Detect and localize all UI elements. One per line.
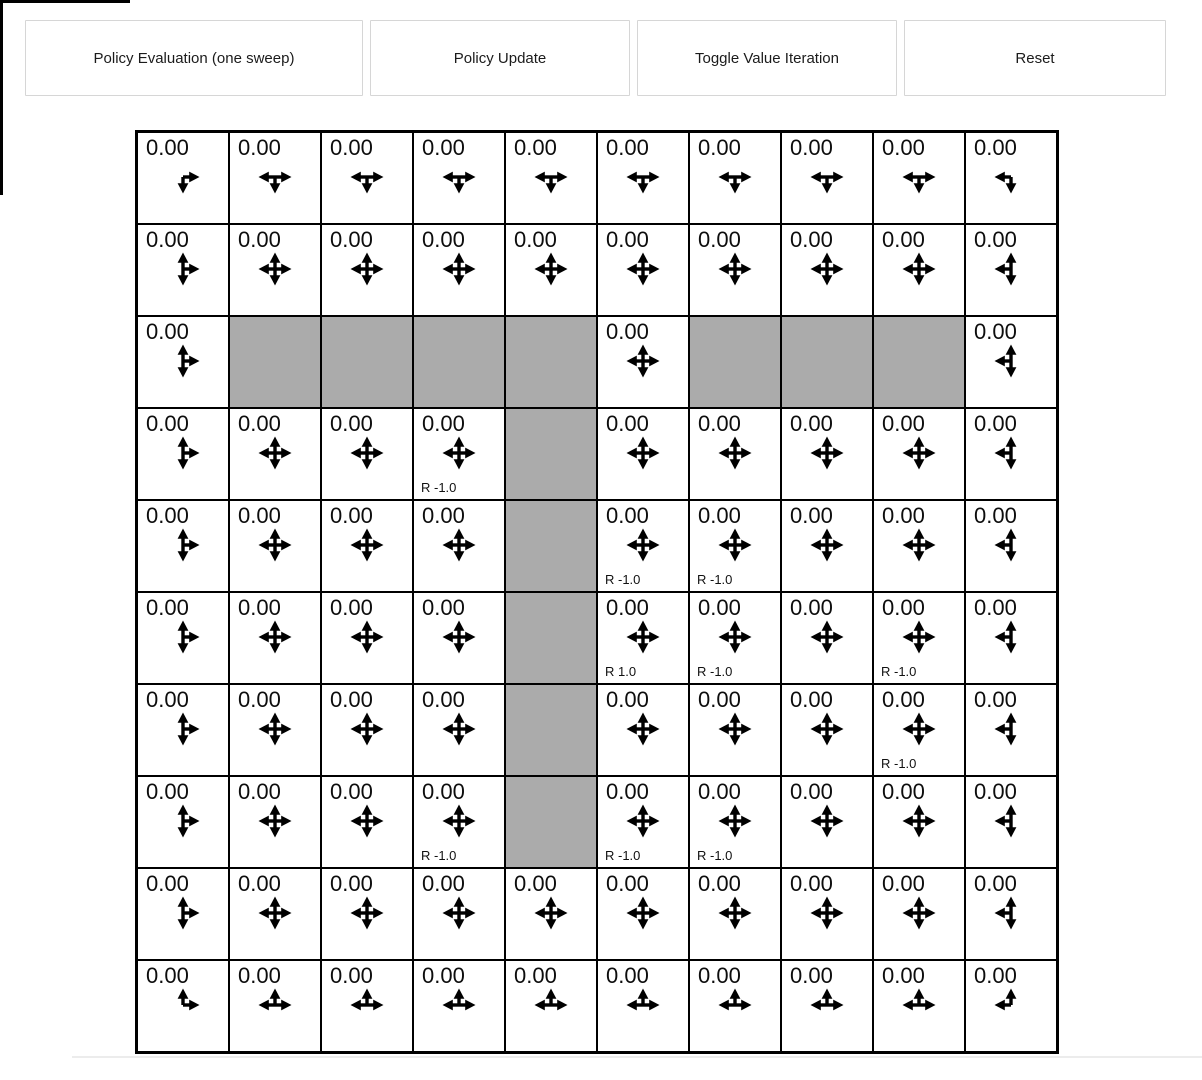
reward-label: R -1.0 [697,664,733,679]
policy-arrows-up-left-icon [992,986,1030,1024]
policy-arrows-up-down-left-right-icon [624,894,662,932]
policy-arrows-up-down-left-right-icon [808,250,846,288]
grid-cell [965,132,1057,224]
grid-cell [873,960,965,1052]
grid-cell [413,408,505,500]
policy-arrows-up-down-left-right-icon [440,710,478,748]
state-value: 0.00 [606,319,649,344]
reward-label: R -1.0 [605,848,641,863]
state-value: 0.00 [698,411,741,436]
state-value: 0.00 [422,871,465,896]
policy-arrows-left-right-down-icon [624,158,662,196]
grid-cell [137,316,229,408]
grid-cell [413,960,505,1052]
policy-arrows-up-down-left-right-icon [256,802,294,840]
policy-arrows-up-down-left-right-icon [440,618,478,656]
state-value: 0.00 [238,227,281,252]
grid-cell [873,132,965,224]
state-value: 0.00 [882,595,925,620]
state-value: 0.00 [330,871,373,896]
state-value: 0.00 [974,411,1017,436]
reward-label: R -1.0 [697,572,733,587]
grid-cell [321,132,413,224]
policy-arrows-up-down-left-right-icon [348,434,386,472]
reward-label: R -1.0 [881,664,917,679]
state-value: 0.00 [974,963,1017,988]
policy-arrows-up-left-right-icon [256,986,294,1024]
policy-arrows-up-left-right-icon [440,986,478,1024]
state-value: 0.00 [514,871,557,896]
policy-arrows-up-down-left-right-icon [624,802,662,840]
grid-cell [597,960,689,1052]
policy-arrows-up-down-left-icon [992,802,1030,840]
state-value: 0.00 [698,503,741,528]
state-value: 0.00 [974,135,1017,160]
grid-cell [689,224,781,316]
grid-cell [413,132,505,224]
policy-arrows-up-down-right-icon [164,894,202,932]
policy-arrows-up-down-left-right-icon [900,526,938,564]
policy-arrows-up-down-left-right-icon [532,250,570,288]
policy-arrows-up-down-left-right-icon [348,526,386,564]
grid-cell [873,224,965,316]
grid-cell [137,684,229,776]
bottom-divider [72,1056,1202,1058]
wall-cell [505,316,597,408]
state-value: 0.00 [606,687,649,712]
reward-label: R -1.0 [605,572,641,587]
state-value: 0.00 [330,503,373,528]
wall-cell [781,316,873,408]
policy-arrows-up-down-right-icon [164,342,202,380]
state-value: 0.00 [146,227,189,252]
grid-cell [965,592,1057,684]
gridworld [135,130,1059,1054]
state-value: 0.00 [698,135,741,160]
state-value: 0.00 [330,411,373,436]
policy-arrows-up-down-left-icon [992,342,1030,380]
wall-cell [505,776,597,868]
policy-arrows-up-down-right-icon [164,802,202,840]
grid-cell [321,592,413,684]
policy-arrows-up-down-left-right-icon [900,802,938,840]
policy-arrows-up-down-left-right-icon [808,618,846,656]
reset-button[interactable]: Reset [904,20,1166,96]
policy-arrows-up-down-left-right-icon [624,434,662,472]
state-value: 0.00 [330,227,373,252]
grid-cell [689,868,781,960]
grid-cell [597,316,689,408]
reward-label: R -1.0 [421,480,457,495]
state-value: 0.00 [698,227,741,252]
state-value: 0.00 [882,779,925,804]
state-value: 0.00 [790,411,833,436]
grid-cell [873,776,965,868]
grid-cell [229,868,321,960]
policy-arrows-up-left-right-icon [716,986,754,1024]
state-value: 0.00 [238,595,281,620]
state-value: 0.00 [146,963,189,988]
grid-cell [321,776,413,868]
grid-cell [781,684,873,776]
grid-cell [965,684,1057,776]
reward-label: R -1.0 [881,756,917,771]
grid-cell [689,776,781,868]
state-value: 0.00 [606,963,649,988]
policy-update-button[interactable]: Policy Update [370,20,630,96]
grid-cell [137,960,229,1052]
grid-cell [873,684,965,776]
policy-arrows-up-down-left-right-icon [900,434,938,472]
state-value: 0.00 [238,135,281,160]
grid-cell [781,776,873,868]
state-value: 0.00 [606,227,649,252]
grid-cell [873,500,965,592]
state-value: 0.00 [606,779,649,804]
policy-arrows-up-down-left-icon [992,434,1030,472]
grid-cell [873,592,965,684]
grid-cell [137,592,229,684]
state-value: 0.00 [974,871,1017,896]
wall-cell [505,408,597,500]
policy-arrows-up-down-left-right-icon [900,250,938,288]
grid-cell [413,224,505,316]
state-value: 0.00 [146,503,189,528]
state-value: 0.00 [974,319,1017,344]
state-value: 0.00 [698,779,741,804]
policy-arrows-up-down-left-right-icon [624,250,662,288]
wall-cell [505,592,597,684]
policy-arrows-left-right-down-icon [808,158,846,196]
policy-arrows-up-down-left-right-icon [900,618,938,656]
state-value: 0.00 [698,687,741,712]
grid-cell [137,408,229,500]
policy-arrows-up-down-left-icon [992,250,1030,288]
grid-cell [597,132,689,224]
state-value: 0.00 [606,871,649,896]
state-value: 0.00 [790,595,833,620]
grid-cell [597,500,689,592]
policy-arrows-up-down-left-right-icon [808,434,846,472]
state-value: 0.00 [790,135,833,160]
policy-arrows-up-down-left-right-icon [256,710,294,748]
grid-cell [229,224,321,316]
state-value: 0.00 [882,227,925,252]
policy-arrows-up-down-right-icon [164,618,202,656]
grid-cell [229,960,321,1052]
grid-cell [965,776,1057,868]
policy-arrows-up-down-left-right-icon [716,434,754,472]
grid-cell [229,776,321,868]
grid-cell [689,592,781,684]
grid-cell [137,224,229,316]
policy-arrows-up-left-right-icon [348,986,386,1024]
state-value: 0.00 [606,135,649,160]
state-value: 0.00 [882,963,925,988]
state-value: 0.00 [330,779,373,804]
grid-cell [597,408,689,500]
policy-arrows-up-down-left-right-icon [900,894,938,932]
policy-arrows-up-down-left-right-icon [256,250,294,288]
state-value: 0.00 [514,227,557,252]
state-value: 0.00 [974,227,1017,252]
policy-arrows-up-down-left-right-icon [716,526,754,564]
policy-arrows-up-down-left-right-icon [624,342,662,380]
state-value: 0.00 [790,687,833,712]
state-value: 0.00 [146,687,189,712]
policy-arrows-up-down-right-icon [164,434,202,472]
grid-cell [965,960,1057,1052]
state-value: 0.00 [698,963,741,988]
policy-arrows-up-down-left-right-icon [716,894,754,932]
toolbar [25,20,1166,96]
state-value: 0.00 [882,411,925,436]
state-value: 0.00 [422,227,465,252]
policy-arrows-left-down-icon [992,158,1030,196]
grid-cell [413,592,505,684]
state-value: 0.00 [974,503,1017,528]
state-value: 0.00 [882,503,925,528]
policy-arrows-up-down-left-right-icon [808,526,846,564]
grid-cell [965,224,1057,316]
state-value: 0.00 [238,779,281,804]
policy-evaluation-button[interactable]: Policy Evaluation (one sweep) [25,20,363,96]
policy-arrows-up-down-left-right-icon [348,250,386,288]
state-value: 0.00 [330,135,373,160]
reward-label: R 1.0 [605,664,637,679]
grid-cell [781,500,873,592]
grid-cell [229,408,321,500]
state-value: 0.00 [238,963,281,988]
state-value: 0.00 [330,687,373,712]
grid-cell [597,868,689,960]
policy-arrows-up-down-left-right-icon [348,894,386,932]
state-value: 0.00 [422,963,465,988]
grid-cell [781,408,873,500]
state-value: 0.00 [974,779,1017,804]
state-value: 0.00 [606,503,649,528]
policy-arrows-up-down-left-icon [992,894,1030,932]
grid-cell [781,960,873,1052]
grid-cell [689,960,781,1052]
grid-cell [321,868,413,960]
policy-arrows-up-down-left-icon [992,526,1030,564]
grid-cell [229,132,321,224]
grid-cell [413,684,505,776]
state-value: 0.00 [146,595,189,620]
wall-cell [873,316,965,408]
policy-arrows-left-right-down-icon [256,158,294,196]
grid-cell [321,960,413,1052]
state-value: 0.00 [422,503,465,528]
wall-cell [413,316,505,408]
policy-arrows-up-down-left-right-icon [256,894,294,932]
state-value: 0.00 [882,135,925,160]
wall-cell [505,500,597,592]
state-value: 0.00 [790,963,833,988]
state-value: 0.00 [238,411,281,436]
grid-cell [229,500,321,592]
policy-arrows-right-down-icon [164,158,202,196]
grid-cell [597,684,689,776]
grid-cell [137,776,229,868]
state-value: 0.00 [330,595,373,620]
policy-arrows-up-down-left-right-icon [624,710,662,748]
policy-arrows-up-down-left-right-icon [624,526,662,564]
grid-cell [505,868,597,960]
policy-arrows-up-right-icon [164,986,202,1024]
state-value: 0.00 [238,687,281,712]
policy-arrows-up-down-left-right-icon [808,802,846,840]
grid-cell [321,224,413,316]
grid-cell [689,408,781,500]
state-value: 0.00 [146,319,189,344]
grid-cell [781,224,873,316]
grid-cell [781,868,873,960]
policy-arrows-up-down-left-right-icon [348,710,386,748]
policy-arrows-up-down-right-icon [164,526,202,564]
policy-arrows-up-down-left-right-icon [624,618,662,656]
state-value: 0.00 [514,963,557,988]
state-value: 0.00 [606,595,649,620]
grid-cell [873,868,965,960]
reward-label: R -1.0 [697,848,733,863]
policy-arrows-up-down-left-right-icon [716,710,754,748]
grid-cell [689,684,781,776]
policy-arrows-up-down-left-right-icon [440,250,478,288]
state-value: 0.00 [974,595,1017,620]
state-value: 0.00 [238,871,281,896]
grid-cell [873,408,965,500]
policy-arrows-up-down-left-right-icon [440,894,478,932]
grid-cell [597,224,689,316]
state-value: 0.00 [882,687,925,712]
state-value: 0.00 [146,779,189,804]
policy-arrows-up-left-right-icon [532,986,570,1024]
state-value: 0.00 [422,135,465,160]
state-value: 0.00 [422,687,465,712]
grid-cell [413,500,505,592]
reward-label: R -1.0 [421,848,457,863]
state-value: 0.00 [238,503,281,528]
grid-cell [137,868,229,960]
state-value: 0.00 [882,871,925,896]
grid-cell [965,408,1057,500]
screen-edge-artifact-left [0,0,3,195]
grid-cell [229,592,321,684]
policy-arrows-up-down-left-icon [992,710,1030,748]
grid-cell [689,500,781,592]
state-value: 0.00 [146,411,189,436]
policy-arrows-up-down-right-icon [164,710,202,748]
grid-cell [597,592,689,684]
policy-arrows-up-left-right-icon [900,986,938,1024]
policy-arrows-up-left-right-icon [624,986,662,1024]
grid-cell [137,500,229,592]
policy-arrows-up-down-left-right-icon [256,526,294,564]
grid-cell [505,960,597,1052]
policy-arrows-left-right-down-icon [716,158,754,196]
grid-cell [781,592,873,684]
grid-cell [965,868,1057,960]
policy-arrows-up-down-left-right-icon [440,802,478,840]
policy-arrows-up-down-left-right-icon [532,894,570,932]
grid-cell [413,868,505,960]
grid-cell [965,500,1057,592]
policy-arrows-up-down-left-right-icon [900,710,938,748]
state-value: 0.00 [422,595,465,620]
toggle-value-iteration-button[interactable]: Toggle Value Iteration [637,20,897,96]
policy-arrows-left-right-down-icon [900,158,938,196]
policy-arrows-up-down-left-icon [992,618,1030,656]
policy-arrows-up-down-left-right-icon [348,618,386,656]
screen-edge-artifact-top [0,0,130,3]
grid-cell [321,500,413,592]
grid-cell [965,316,1057,408]
state-value: 0.00 [422,411,465,436]
state-value: 0.00 [514,135,557,160]
policy-arrows-up-down-left-right-icon [808,894,846,932]
grid-cell [597,776,689,868]
policy-arrows-left-right-down-icon [532,158,570,196]
grid-cell [505,132,597,224]
policy-arrows-up-down-right-icon [164,250,202,288]
state-value: 0.00 [146,871,189,896]
state-value: 0.00 [146,135,189,160]
grid-cell [413,776,505,868]
policy-arrows-up-down-left-right-icon [440,526,478,564]
wall-cell [505,684,597,776]
policy-arrows-up-down-left-right-icon [256,618,294,656]
wall-cell [689,316,781,408]
grid-cell [321,684,413,776]
state-value: 0.00 [606,411,649,436]
state-value: 0.00 [698,871,741,896]
policy-arrows-left-right-down-icon [348,158,386,196]
policy-arrows-up-down-left-right-icon [716,250,754,288]
policy-arrows-up-left-right-icon [808,986,846,1024]
policy-arrows-up-down-left-right-icon [716,802,754,840]
grid-cell [229,684,321,776]
grid-cell [137,132,229,224]
state-value: 0.00 [330,963,373,988]
wall-cell [321,316,413,408]
policy-arrows-up-down-left-right-icon [808,710,846,748]
grid-cell [689,132,781,224]
state-value: 0.00 [422,779,465,804]
grid-cell [505,224,597,316]
policy-arrows-up-down-left-right-icon [348,802,386,840]
grid-cell [781,132,873,224]
policy-arrows-up-down-left-right-icon [440,434,478,472]
state-value: 0.00 [790,227,833,252]
state-value: 0.00 [790,871,833,896]
state-value: 0.00 [790,779,833,804]
state-value: 0.00 [974,687,1017,712]
policy-arrows-up-down-left-right-icon [716,618,754,656]
grid-cell [321,408,413,500]
policy-arrows-left-right-down-icon [440,158,478,196]
wall-cell [229,316,321,408]
policy-arrows-up-down-left-right-icon [256,434,294,472]
state-value: 0.00 [790,503,833,528]
state-value: 0.00 [698,595,741,620]
